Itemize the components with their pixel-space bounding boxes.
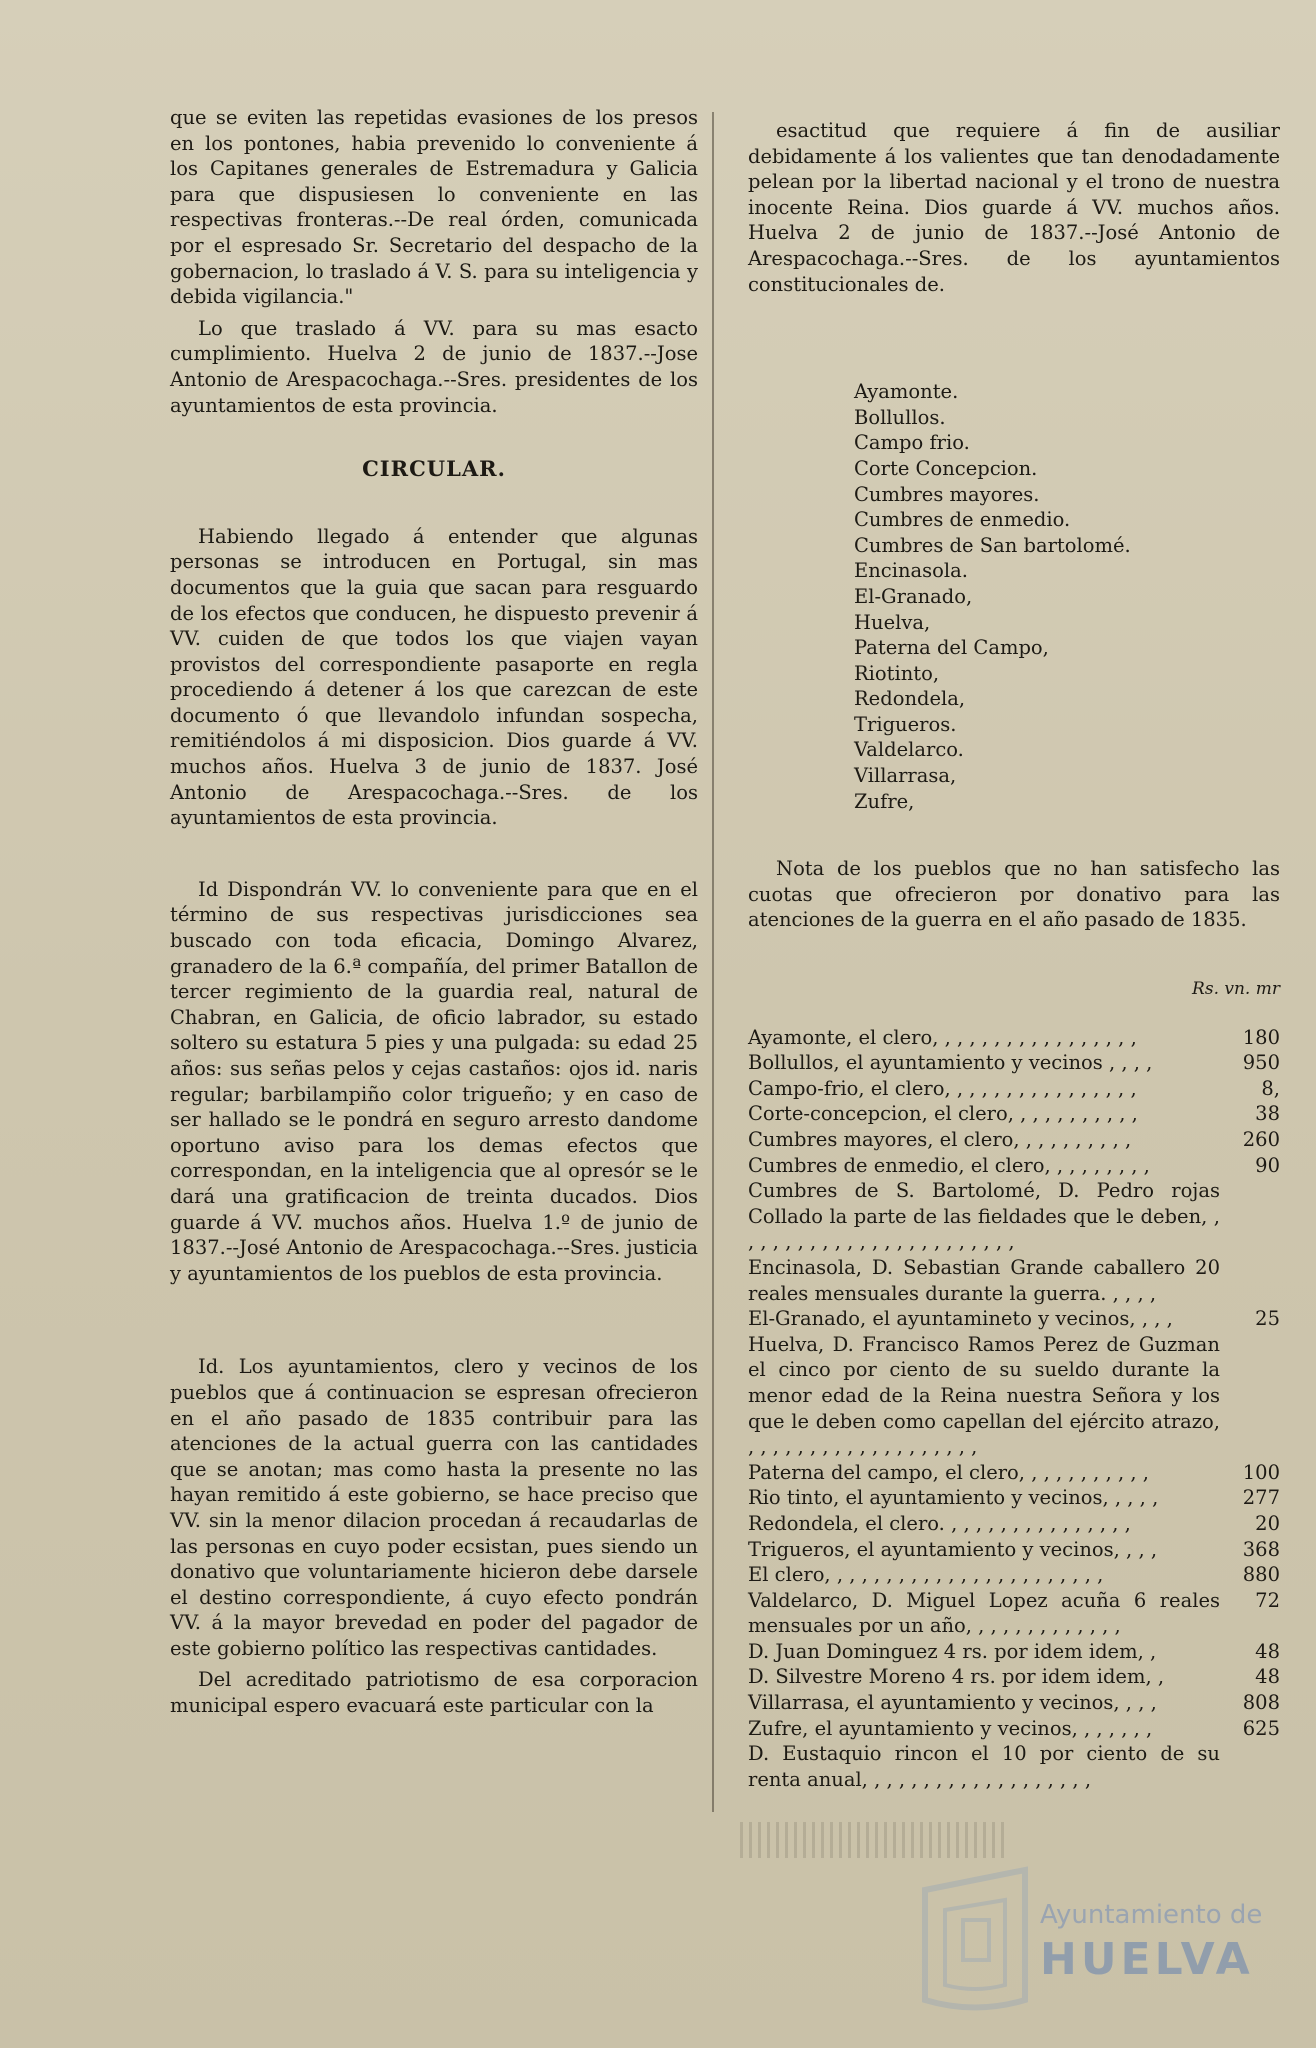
table-row (748, 1741, 1280, 1792)
ledger-amount: 277 (1242, 1486, 1280, 1510)
list-item: Riotinto, (854, 661, 940, 685)
list-item: Zufre, (854, 789, 915, 813)
ledger-entry: Campo-frio, el clero, , , , , , , , , , , , , , , , (748, 1076, 1137, 1100)
right-paragraph-1: esactitud que requiere á fin de ausiliar debidamente á los valientes que tan denodadamente pelean por la libertad nacional y el trono de nuestra inocente Reina. Dios guarde á VV. muchos años. Huelva 2 de junio de 1837.--José Antonio de Arespacochaga.--Sres. de los ayuntamientos constitucionales de. (748, 119, 1280, 296)
ledger-entry: Trigueros, el ayuntamiento y vecinos, , , , (748, 1537, 1158, 1561)
list-item: Cumbres mayores. (854, 482, 1040, 506)
ledger-amount: 260 (1242, 1128, 1280, 1151)
ledger-amount: 25 (1255, 1307, 1280, 1331)
ledger-amount: 180 (1242, 1025, 1280, 1049)
right-column (748, 118, 1280, 1792)
ledger-amount: 90 (1255, 1153, 1280, 1177)
table-row (748, 1511, 1280, 1537)
table-row (748, 1101, 1280, 1127)
list-item: Valdelarco. (854, 738, 964, 762)
table-row (748, 1537, 1280, 1563)
ledger-entry: Rio tinto, el ayuntamiento y vecinos, , , , , (748, 1486, 1159, 1510)
ledger-entry: Villarrasa, el ayuntamiento y vecinos, , , , (748, 1691, 1157, 1715)
ledger-amount: 100 (1242, 1460, 1280, 1484)
table-row (748, 1178, 1280, 1255)
left-paragraph-5: Id. Los ayuntamientos, clero y vecinos de los pueblos que á continuacion se espresan ofrecieron en el año pasado de 1835 contribuir para las atenciones de la actual guerra con las cantidades que se anotan; mas como hasta la presente no las hayan remitido á este gobierno, se hace preciso que VV. sin la menor dilacion procedan á recaudarlas de las personas en cuyo poder ecsistan, pues siendo un donativo que voluntariamente hicieron debe darsele el destino correspondiente, á cuyo efecto pondrán VV. á la mayor brevedad en poder del pagador de este gobierno político las respectivas cantidades. (170, 1355, 698, 1660)
left-paragraph-3: Habiendo llegado á entender que algunas personas se introducen en Portugal, sin mas documentos que la guia que sacan para resguardo de los efectos que conducen, he dispuesto prevenir á VV. cuiden de que todos los que viajen vayan provistos del correspondiente pasaporte en regla procediendo á detener á los que carezcan de este documento ó que llevandolo infundan sospecha, remitiéndolos á mi disposicion. Dios guarde á VV. muchos años. Huelva 3 de junio de 1837. José Antonio de Arespacochaga.--Sres. de los ayuntamientos de esta provincia. (170, 524, 698, 830)
list-item: Villarrasa, (854, 764, 957, 788)
ledger-amount: 20 (1255, 1511, 1280, 1535)
ledger-amount: 368 (1242, 1537, 1280, 1561)
ledger-entry: Huelva, D. Francisco Ramos Perez de Guzman el cinco por ciento de su sueldo durante la menor edad de la Reina nuestra Señora y los que le deben como capellan del ejército atrazo, , , , , , , , , , , , , , , , , , , , (748, 1332, 1220, 1459)
table-row (748, 1127, 1280, 1153)
towns-list (854, 379, 1280, 814)
list-item: Corte Concepcion. (854, 456, 1038, 480)
ledger-amount: 72 (1255, 1588, 1280, 1612)
units-header: Rs. vn. mr (1192, 979, 1280, 1000)
ledger-table (748, 1025, 1280, 1793)
ledger-amount: 48 (1255, 1639, 1280, 1663)
ledger-entry: El clero, , , , , , , , , , , , , , , , , , , , , , , (748, 1563, 1104, 1587)
list-item: Huelva, (854, 610, 931, 634)
left-paragraph-2: Lo que traslado á VV. para su mas esacto cumplimiento. Huelva 2 de junio de 1837.--Jose Antonio de Arespacochaga.--Sres. presidentes de los ayuntamientos de esta provincia. (170, 316, 698, 417)
table-row (748, 1153, 1280, 1179)
list-item: Bollullos. (854, 405, 946, 429)
ledger-amount: 808 (1242, 1691, 1280, 1715)
list-item: Ayamonte. (854, 380, 959, 404)
table-row (748, 1690, 1280, 1716)
table-row (748, 1639, 1280, 1665)
ledger-entry: Encinasola, D. Sebastian Grande caballero 20 reales mensuales durante la guerra. , , , , (748, 1255, 1220, 1305)
table-row (748, 1664, 1280, 1690)
table-row (748, 1460, 1280, 1486)
ledger-amount: 38 (1255, 1102, 1280, 1126)
table-row (748, 1306, 1280, 1332)
column-divider (712, 112, 714, 1812)
ledger-entry: Corte-concepcion, el clero, , , , , , , , , , , (748, 1102, 1138, 1126)
ledger-entry: Zufre, el ayuntamiento y vecinos, , , , , , , (748, 1716, 1153, 1740)
list-item: El-Granado, (854, 584, 973, 608)
table-row (748, 1025, 1280, 1051)
logo-text-top: Ayuntamiento de (1040, 1900, 1263, 1930)
table-row (748, 1050, 1280, 1076)
list-item: Redondela, (854, 687, 966, 711)
ledger-entry: Paterna del campo, el clero, , , , , , , , , , , (748, 1460, 1149, 1484)
list-item: Campo frio. (854, 431, 970, 455)
list-item: Paterna del Campo, (854, 636, 1049, 660)
table-row (748, 1255, 1280, 1306)
ledger-entry: Bollullos, el ayuntamiento y vecinos , , , , (748, 1051, 1153, 1075)
ledger-entry: Redondela, el clero. , , , , , , , , , , , , , , , (748, 1511, 1131, 1535)
table-row (748, 1588, 1280, 1639)
ledger-entry: El-Granado, el ayuntamineto y vecinos, , , , (748, 1307, 1173, 1331)
list-item: Encinasola. (854, 559, 968, 583)
ledger-entry: D. Juan Dominguez 4 rs. por idem idem, , (748, 1639, 1157, 1663)
ledger-amount: 880 (1242, 1563, 1280, 1587)
ledger-entry: Cumbres de enmedio, el clero, , , , , , , , , (748, 1153, 1150, 1177)
left-paragraph-6: Del acreditado patriotismo de esa corporacion municipal espero evacuará este particular con la (170, 1668, 698, 1718)
left-column (170, 105, 698, 1725)
ledger-entry: D. Eustaquio rincon el 10 por ciento de su renta anual, , , , , , , , , , , , , , , , , , , (748, 1742, 1220, 1791)
ledger-amount: 48 (1255, 1665, 1280, 1689)
table-row (748, 1332, 1280, 1460)
list-item: Cumbres de enmedio. (854, 508, 1071, 532)
table-row (748, 1076, 1280, 1102)
ledger-entry: Cumbres de S. Bartolomé, D. Pedro rojas Collado la parte de las fieldades que le deben, , , , , , , , , , , , , , , , , , , , , , , , (748, 1179, 1220, 1254)
ledger-entry: Cumbres mayores, el clero, , , , , , , , , , (748, 1128, 1132, 1151)
left-paragraph-4: Id Dispondrán VV. lo conveniente para que en el término de sus respectivas jurisdicciones sea buscado con toda eficacia, Domingo Alvarez, granadero de la 6.ª compañía, del primer Batallon de tercer regimiento de la guardia real, natural de Chabran, en Galicia, de oficio labrador, su estado soltero su estatura 5 pies y una pulgada: su edad 25 años: sus señas pelos y cejas castaños: ojos id. naris regular; barbilampiño color trigueño; y en caso de ser hallado se le pondrá en seguro arresto dandome oportuno aviso para los demas efectos que correspondan, en la inteligencia que al opresór se le dará una gratificacion de treinta ducados. Dios guarde á VV. muchos años. Huelva 1.º de junio de 1837.--José Antonio de Arespacochaga.--Sres. justicia y ayuntamientos de los pueblos de esta provincia. (170, 877, 698, 1285)
table-row (748, 1562, 1280, 1588)
list-item: Trigueros. (854, 712, 957, 736)
list-item: Cumbres de San bartolomé. (854, 533, 1131, 557)
ledger-entry: Ayamonte, el clero, , , , , , , , , , , , , , , , , (748, 1025, 1137, 1049)
ledger-amount: 8, (1261, 1076, 1280, 1100)
ledger-amount: 950 (1242, 1051, 1280, 1075)
circular-heading: CIRCULAR. (362, 456, 506, 482)
ledger-entry: D. Silvestre Moreno 4 rs. por idem idem, , (748, 1665, 1165, 1689)
ledger-amount: 625 (1242, 1716, 1280, 1740)
table-row (748, 1485, 1280, 1511)
nota-paragraph: Nota de los pueblos que no han satisfecho las cuotas que ofrecieron por donativo para las atenciones de la guerra en el año pasado de 1835. (748, 857, 1280, 932)
left-paragraph-1: que se eviten las repetidas evasiones de los presos en los pontones, habia prevenido lo conveniente á los Capitanes generales de Estremadura y Galicia para que dispusiesen lo conveniente en las respectivas fronteras.--De real órden, comunicada por el espresado Sr. Secretario del despacho de la gobernacion, lo traslado á V. S. para su inteligencia y debida vigilancia." (170, 106, 698, 309)
ledger-entry: Valdelarco, D. Miguel Lopez acuña 6 reales mensuales por un año, , , , , , , , , , , , , (748, 1588, 1220, 1638)
logo-text-bottom: HUELVA (1040, 1934, 1254, 1985)
table-row (748, 1716, 1280, 1742)
